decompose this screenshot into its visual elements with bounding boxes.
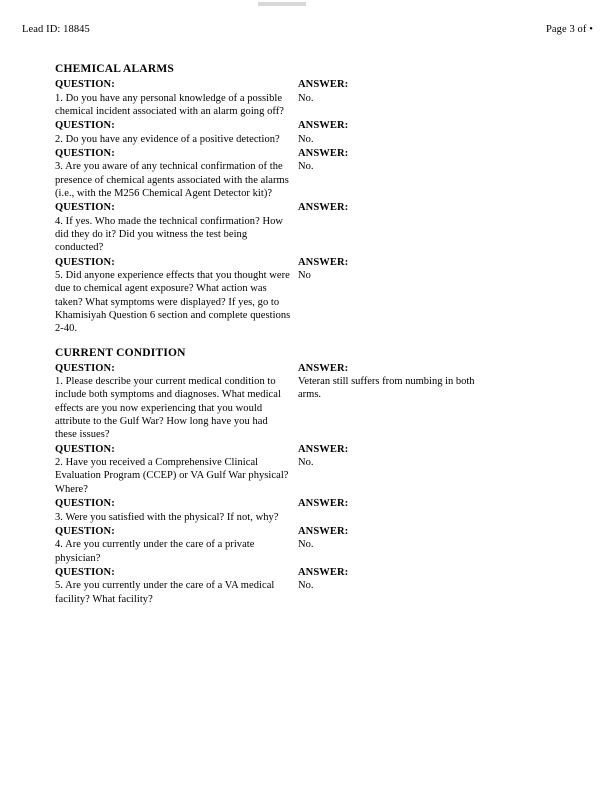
question-text: 5. Did anyone experience effects that you thought were due to chemical agent exposure? What action was taken? What symptoms were displayed? If yes, go to Khamisiyah Question 6 section and complete questions 2-40.	[55, 270, 291, 335]
question-text: 2. Do you have any evidence of a positive detection?	[55, 133, 280, 145]
answer-label: ANSWER:	[298, 256, 349, 268]
question-text: 1. Do you have any personal knowledge of a possible chemical incident associated with an alarm going off?	[55, 92, 284, 117]
question-label: QUESTION:	[55, 147, 115, 159]
document-body	[55, 63, 495, 607]
page-header	[22, 24, 595, 35]
question-label: QUESTION:	[55, 120, 115, 132]
answer-text: No.	[298, 133, 314, 145]
answer-label: ANSWER:	[298, 79, 349, 90]
answer-text: No.	[298, 92, 314, 104]
question-text: 4. Are you currently under the care of a private physician?	[55, 539, 255, 564]
section-current-condition	[55, 347, 495, 606]
answer-label: ANSWER:	[298, 525, 349, 537]
page-number: Page 3 of •	[545, 24, 593, 35]
qa-item	[55, 119, 495, 146]
answer-text: No.	[298, 539, 314, 551]
answer-label: ANSWER:	[298, 202, 349, 214]
question-text: 3. Are you aware of any technical confirmation of the presence of chemical agents associated with the alarms (i.e., with the M256 Chemical Agent Detector kit)?	[55, 161, 289, 199]
answer-label: ANSWER:	[298, 498, 349, 510]
question-text: 5. Are you currently under the care of a VA medical facility? What facility?	[55, 580, 275, 605]
question-label: QUESTION:	[55, 525, 115, 537]
answer-text: No.	[298, 457, 314, 469]
qa-item	[55, 256, 495, 336]
answer-label: ANSWER:	[298, 120, 349, 132]
qa-item	[55, 443, 495, 496]
section-title: CURRENT CONDITION	[55, 346, 186, 359]
qa-item	[55, 78, 495, 118]
question-text: 3. Were you satisfied with the physical? If not, why?	[55, 511, 279, 523]
question-label: QUESTION:	[55, 202, 115, 214]
question-label: QUESTION:	[55, 362, 115, 374]
question-text: 4. If yes. Who made the technical confirmation? How did they do it? Did you witness the test being conducted?	[55, 215, 284, 254]
qa-item	[55, 362, 495, 442]
qa-item	[55, 497, 495, 524]
question-label: QUESTION:	[55, 566, 115, 578]
scan-artifact	[258, 2, 306, 6]
lead-id: Lead ID: 18845	[22, 24, 90, 35]
qa-item	[55, 201, 495, 254]
answer-text: No.	[298, 161, 314, 173]
answer-text: No	[298, 270, 311, 282]
qa-item	[55, 147, 495, 200]
question-label: QUESTION:	[55, 79, 115, 90]
answer-label: ANSWER:	[298, 147, 349, 159]
section-title: CHEMICAL ALARMS	[55, 63, 174, 75]
answer-text: No.	[298, 580, 314, 592]
answer-text: Veteran still suffers from numbing in both arms.	[298, 376, 475, 401]
question-label: QUESTION:	[55, 256, 115, 268]
question-text: 2. Have you received a Comprehensive Clinical Evaluation Program (CCEP) or VA Gulf War physical? Where?	[55, 457, 289, 495]
answer-label: ANSWER:	[298, 443, 349, 455]
answer-label: ANSWER:	[298, 362, 349, 374]
qa-item	[55, 566, 495, 606]
question-label: QUESTION:	[55, 443, 115, 455]
qa-item	[55, 525, 495, 565]
answer-label: ANSWER:	[298, 566, 349, 578]
section-chemical-alarms	[55, 63, 495, 336]
question-label: QUESTION:	[55, 498, 115, 510]
question-text: 1. Please describe your current medical condition to include both symptoms and diagnoses. What medical effects are you now experiencing that you would attribute to the Gulf War? How long have you had these issues?	[55, 376, 281, 441]
